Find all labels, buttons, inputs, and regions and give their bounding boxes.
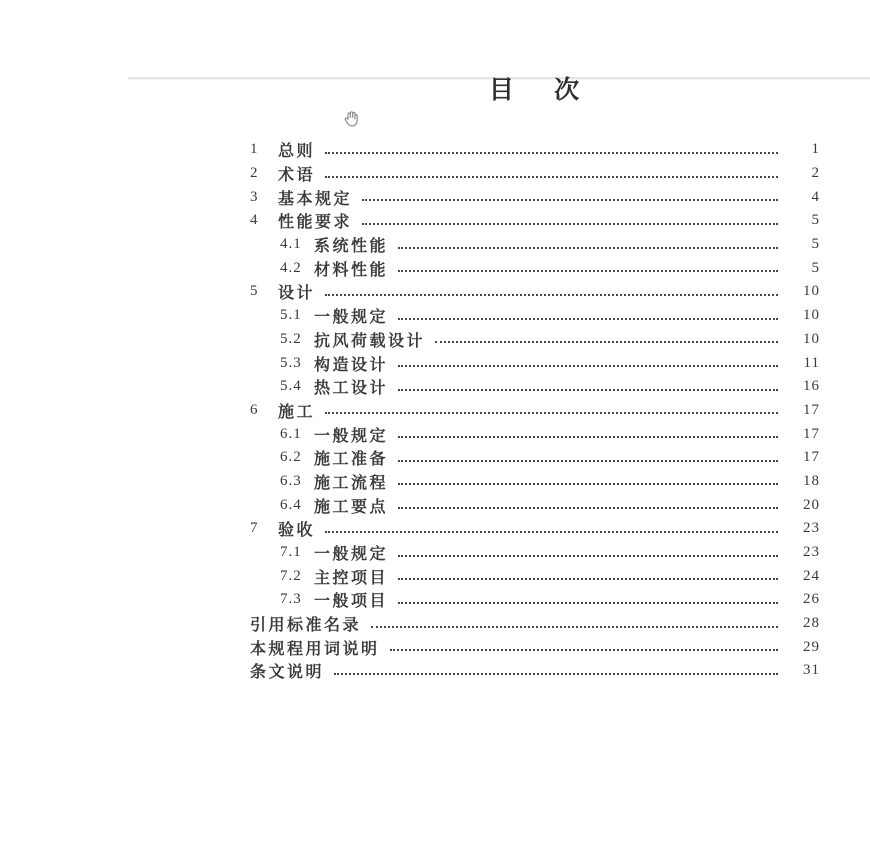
toc-dot-leader [398, 247, 778, 249]
toc-dot-leader [362, 223, 778, 225]
toc-entry-page: 11 [803, 354, 820, 371]
toc-entry-number: 7.1 [280, 544, 302, 561]
toc-entry-page: 1 [811, 141, 820, 158]
toc-entry-number: 5.2 [280, 330, 302, 347]
toc-entry-number: 1 [250, 141, 259, 158]
toc-entry [250, 517, 820, 541]
toc-entry [250, 635, 820, 659]
toc-entry-page: 23 [803, 544, 820, 561]
toc-entry [250, 209, 820, 233]
toc-dot-leader [334, 673, 778, 675]
toc-entry [250, 256, 820, 280]
toc-entry [250, 470, 820, 494]
toc-entry-number: 5.4 [280, 378, 302, 395]
toc-dot-leader [325, 294, 778, 296]
toc-dot-leader [398, 578, 778, 580]
toc-entry [250, 304, 820, 328]
toc-dot-leader [398, 365, 778, 367]
toc-entry-page: 10 [803, 330, 820, 347]
toc-entry-number: 5.3 [280, 354, 302, 371]
toc-entry [250, 446, 820, 470]
toc-entry-page: 2 [811, 165, 820, 182]
toc-entry-number: 3 [250, 188, 259, 205]
toc-entry-title: 热工设计 [314, 380, 389, 398]
toc-dot-leader [398, 436, 778, 438]
toc-entry [250, 162, 820, 186]
toc-entry-page: 5 [811, 236, 820, 253]
toc-entry-page: 17 [803, 401, 820, 418]
toc-entry-number: 6.1 [280, 425, 302, 442]
toc-entry-title: 总则 [278, 143, 316, 161]
toc-dot-leader [435, 341, 778, 343]
toc-entry-page: 17 [803, 449, 820, 466]
toc-entry [250, 138, 820, 162]
toc-entry-page: 29 [803, 638, 820, 655]
toc-entry-number: 7 [250, 520, 259, 537]
toc-entry [250, 351, 820, 375]
toc-entry-title: 构造设计 [314, 356, 389, 374]
toc-entry-number: 6.2 [280, 449, 302, 466]
toc-dot-leader [398, 507, 778, 509]
toc-entry-page: 28 [803, 615, 820, 632]
toc-entry-title: 一般规定 [314, 546, 389, 564]
toc-entry-page: 16 [803, 378, 820, 395]
toc-entry-number: 6.3 [280, 472, 302, 489]
toc-entry-number: 4.1 [280, 236, 302, 253]
toc-entry [250, 422, 820, 446]
toc-entry-title: 材料性能 [314, 261, 389, 279]
toc-entry [250, 233, 820, 257]
toc-dot-leader [398, 318, 778, 320]
toc-entry-title: 条文说明 [250, 664, 325, 682]
toc-entry-title: 一般规定 [314, 309, 389, 327]
toc-entry-title: 验收 [278, 522, 316, 540]
toc-entry-title: 基本规定 [278, 190, 353, 208]
toc-entry-number: 5 [250, 283, 259, 300]
toc-dot-leader [398, 483, 778, 485]
toc-entry-page: 20 [803, 496, 820, 513]
toc-entry-title: 施工流程 [314, 474, 389, 492]
toc-entry-number: 6.4 [280, 496, 302, 513]
toc-dot-leader [325, 412, 778, 414]
toc-entry-page: 18 [803, 472, 820, 489]
toc-entry-title: 主控项目 [314, 569, 389, 587]
toc-entry-page: 24 [803, 567, 820, 584]
toc-entry-page: 10 [803, 283, 820, 300]
toc-dot-leader [325, 176, 778, 178]
toc-entry-title: 系统性能 [314, 238, 389, 256]
toc-entry [250, 399, 820, 423]
toc-entry-page: 31 [803, 662, 820, 679]
toc-dot-leader [398, 460, 778, 462]
toc-entry-number: 6 [250, 401, 259, 418]
toc-page-title: 目 次 [488, 77, 582, 104]
toc-entry [250, 588, 820, 612]
toc-entry [250, 612, 820, 636]
toc-entry-page: 17 [803, 425, 820, 442]
toc-entry-title: 设计 [278, 285, 316, 303]
toc-entry-title: 一般项目 [314, 593, 389, 611]
toc-dot-leader [398, 270, 778, 272]
toc-dot-leader [398, 389, 778, 391]
toc-entry-title: 抗风荷载设计 [314, 332, 426, 350]
toc-entry-page: 5 [811, 212, 820, 229]
toc-entry [250, 375, 820, 399]
toc-entry [250, 659, 820, 683]
toc-entry-page: 23 [803, 520, 820, 537]
toc-entry [250, 493, 820, 517]
toc-entry-page: 26 [803, 591, 820, 608]
toc-entry-title: 一般规定 [314, 427, 389, 445]
toc-entry-title: 术语 [278, 167, 316, 185]
toc-entry-number: 7.2 [280, 567, 302, 584]
toc-entry-title: 施工要点 [314, 498, 389, 516]
toc-dot-leader [371, 626, 778, 628]
toc-entry-title: 性能要求 [278, 214, 353, 232]
toc-entry-number: 2 [250, 165, 259, 182]
toc-dot-leader [398, 555, 778, 557]
toc-entry-page: 10 [803, 307, 820, 324]
hand-grab-cursor-icon [342, 109, 362, 129]
toc-entry-title: 施工准备 [314, 451, 389, 469]
toc-entry-number: 4 [250, 212, 259, 229]
toc-entry-title: 引用标准名录 [250, 617, 362, 635]
toc-entry [250, 564, 820, 588]
toc-list [250, 138, 820, 683]
toc-entry [250, 328, 820, 352]
toc-dot-leader [398, 602, 778, 604]
toc-entry-number: 5.1 [280, 307, 302, 324]
toc-entry-number: 4.2 [280, 259, 302, 276]
toc-dot-leader [325, 152, 778, 154]
toc-entry-page: 5 [811, 259, 820, 276]
toc-entry-page: 4 [811, 188, 820, 205]
toc-dot-leader [325, 531, 778, 533]
toc-entry [250, 185, 820, 209]
toc-entry-number: 7.3 [280, 591, 302, 608]
toc-dot-leader [390, 649, 778, 651]
toc-entry [250, 541, 820, 565]
toc-dot-leader [362, 199, 778, 201]
toc-entry-title: 施工 [278, 403, 316, 421]
toc-entry [250, 280, 820, 304]
toc-entry-title: 本规程用词说明 [250, 640, 380, 658]
